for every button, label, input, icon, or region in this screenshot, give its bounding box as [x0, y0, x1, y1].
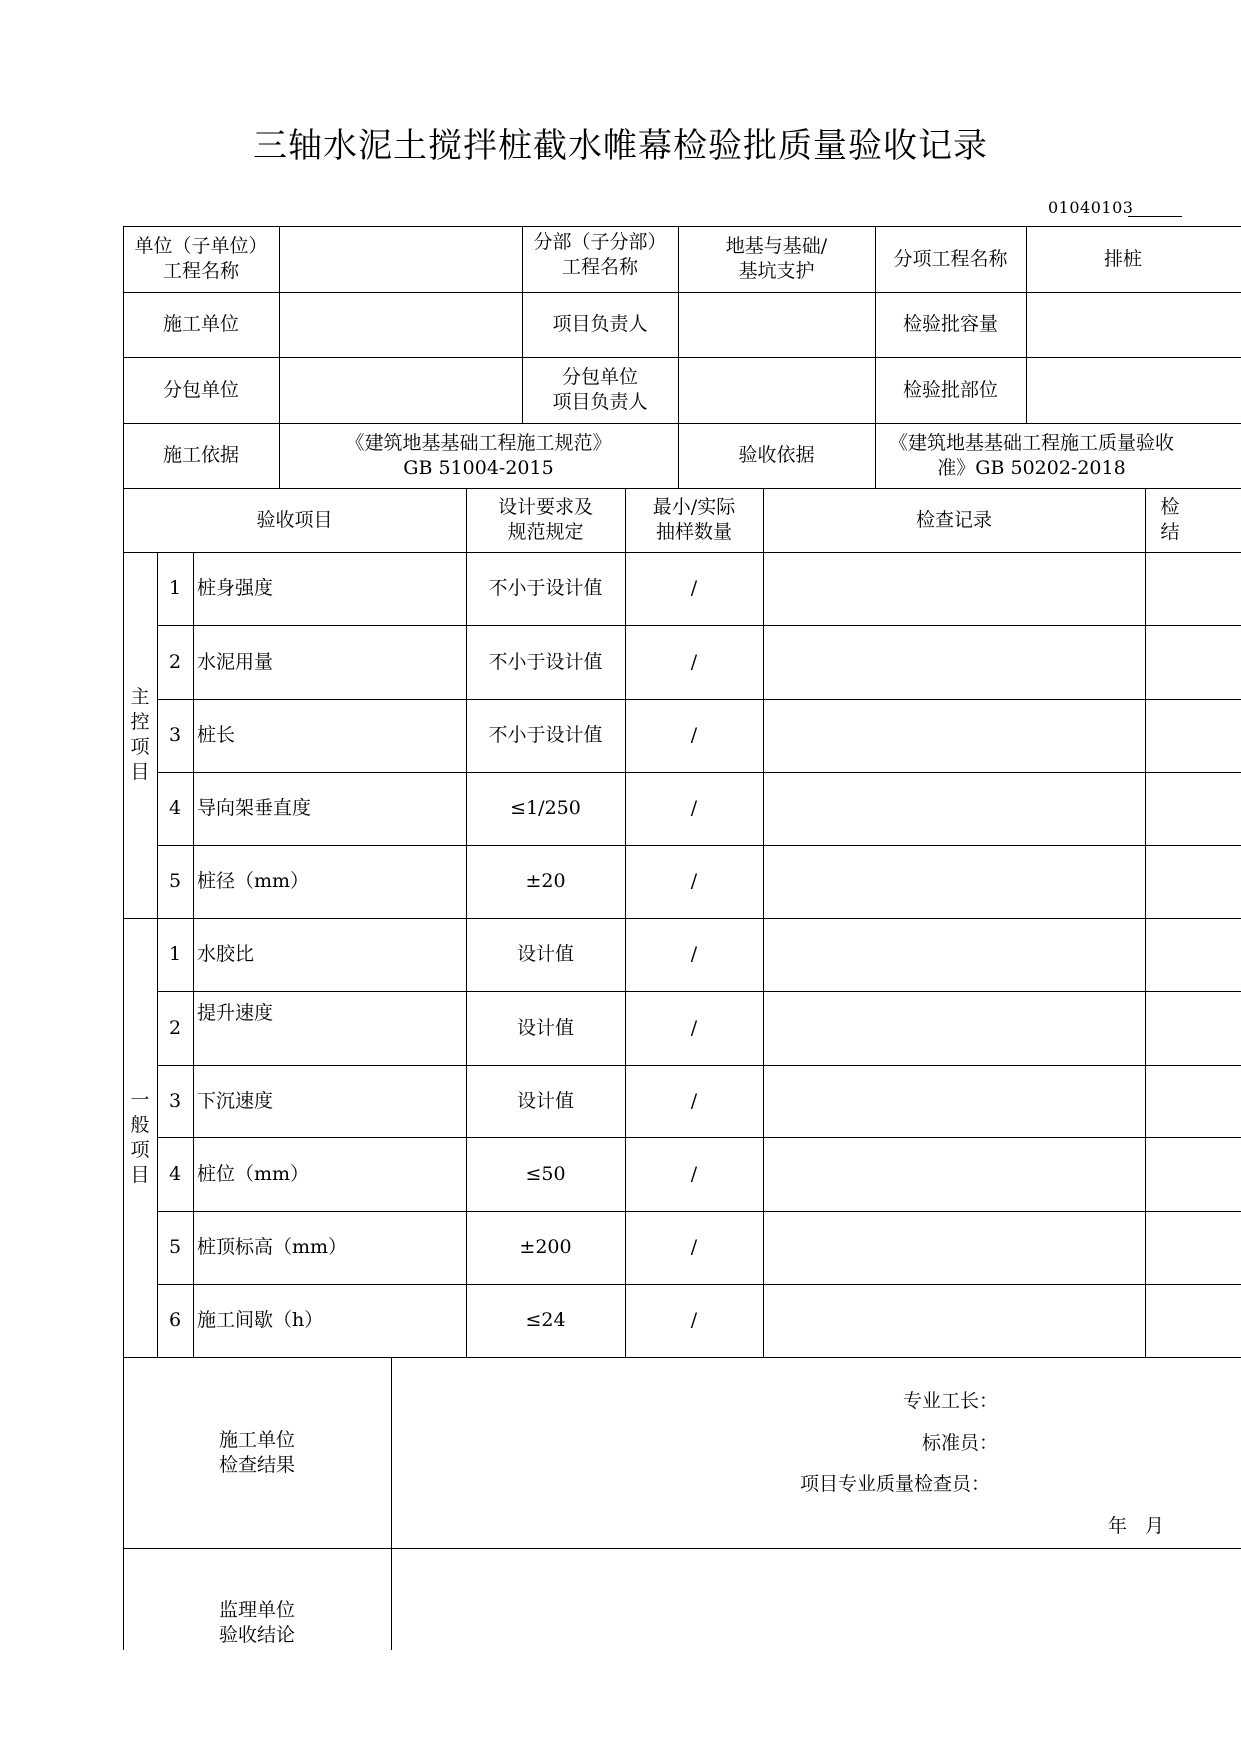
row-number: 4 [168, 1162, 182, 1185]
row-item: 桩顶标高（mm） [197, 1236, 348, 1258]
row-requirement: ±20 [525, 870, 566, 892]
subdivision-value: 地基与基础/ 基坑支护 [725, 235, 828, 282]
row-sample[interactable]: / [690, 1089, 698, 1112]
form-code: 01040103 [1048, 198, 1134, 217]
grid-line [1145, 488, 1146, 1357]
row-sample[interactable]: / [690, 724, 698, 746]
row-sample[interactable]: / [690, 1236, 698, 1258]
project-leader-value[interactable] [678, 292, 875, 357]
unit-label: 单位（子单位） 工程名称 [134, 235, 268, 282]
row-number: 2 [168, 1016, 182, 1039]
batch-capacity-label: 检验批容量 [902, 313, 998, 335]
subcontract-leader-label: 分包单位 项目负责人 [552, 366, 648, 413]
grid-line [763, 488, 764, 1357]
row-sample[interactable]: / [690, 577, 698, 599]
construction-basis-label: 施工依据 [162, 444, 239, 466]
row-item: 桩长 [197, 724, 236, 746]
row-number: 3 [168, 724, 182, 746]
inspection-form-table [123, 226, 1241, 1650]
row-item: 提升速度 [197, 1002, 274, 1024]
row-requirement: 设计值 [516, 943, 574, 965]
row-requirement: ≤50 [525, 1162, 566, 1185]
row-requirement: 设计值 [516, 1089, 574, 1112]
supervision-label: 监理单位 验收结论 [218, 1599, 295, 1646]
subcontract-unit-value[interactable] [279, 357, 522, 423]
foreman-signature[interactable]: 专业工长： [903, 1390, 999, 1412]
grid-line [123, 1548, 1241, 1549]
row-sample[interactable]: / [690, 1162, 698, 1185]
general-items-label: 一 般 项 目 [130, 1088, 150, 1186]
form-title: 三轴水泥土搅拌桩截水帷幕检验批质量验收记录 [253, 126, 988, 166]
column-item: 验收项目 [256, 508, 333, 531]
row-sample[interactable]: / [690, 650, 698, 673]
row-number: 3 [168, 1089, 182, 1112]
construction-unit-value[interactable] [279, 292, 522, 357]
row-item: 水胶比 [197, 943, 255, 965]
row-requirement: ≤24 [525, 1309, 566, 1331]
quality-inspector-signature[interactable]: 项目专业质量检查员： [800, 1473, 991, 1495]
row-item: 桩径（mm） [197, 870, 310, 892]
row-requirement: ≤1/250 [510, 797, 581, 819]
batch-location-value[interactable] [1026, 357, 1241, 423]
row-item: 下沉速度 [197, 1089, 274, 1112]
column-sample: 最小/实际 抽样数量 [652, 496, 736, 543]
construction-basis-value: 《建筑地基基础工程施工规范》 GB 51004-2015 [345, 431, 612, 479]
row-item: 桩位（mm） [197, 1162, 310, 1185]
standard-officer-signature[interactable]: 标准员： [922, 1432, 999, 1454]
column-requirement: 设计要求及 规范规定 [497, 496, 593, 543]
row-item: 水泥用量 [197, 650, 274, 673]
subcontract-leader-value[interactable] [678, 357, 875, 423]
row-number: 6 [168, 1309, 182, 1331]
batch-capacity-value[interactable] [1026, 292, 1241, 357]
item-project-label: 分项工程名称 [893, 247, 1008, 270]
form-code-underline [1128, 216, 1182, 217]
subcontract-unit-label: 分包单位 [162, 378, 239, 401]
batch-location-label: 检验批部位 [902, 378, 998, 401]
grid-line [391, 1357, 392, 1650]
row-sample[interactable]: / [690, 797, 698, 819]
row-number: 5 [168, 870, 182, 892]
acceptance-basis-label: 验收依据 [738, 444, 815, 466]
row-item: 桩身强度 [197, 577, 274, 599]
date-month: 月 [1145, 1515, 1165, 1537]
row-requirement: ±200 [519, 1236, 572, 1258]
row-requirement: 设计值 [516, 1016, 574, 1039]
subdivision-label: 分部（子分部） 工程名称 [533, 231, 667, 278]
row-sample[interactable]: / [690, 1016, 698, 1039]
row-item: 导向架垂直度 [197, 797, 312, 819]
row-number: 2 [168, 650, 182, 673]
unit-value[interactable] [279, 226, 522, 292]
date-year: 年 [1108, 1515, 1128, 1537]
row-requirement: 不小于设计值 [488, 577, 603, 599]
main-control-label: 主 控 项 目 [130, 686, 150, 783]
row-number: 4 [168, 797, 182, 819]
row-number: 1 [168, 577, 182, 599]
row-sample[interactable]: / [690, 1309, 698, 1331]
column-result: 检 结 [1160, 496, 1180, 543]
column-record: 检查记录 [915, 508, 992, 531]
project-leader-label: 项目负责人 [552, 313, 648, 335]
row-requirement: 不小于设计值 [488, 724, 603, 746]
row-item: 施工间歇（h） [197, 1309, 324, 1331]
construction-check-label: 施工单位 检查结果 [218, 1428, 295, 1476]
row-number: 1 [168, 943, 182, 965]
row-sample[interactable]: / [690, 943, 698, 965]
row-number: 5 [168, 1236, 182, 1258]
construction-unit-label: 施工单位 [162, 313, 239, 335]
row-requirement: 不小于设计值 [488, 650, 603, 673]
acceptance-basis-value: 《建筑地基基础工程施工质量验收 准》GB 50202-2018 [889, 431, 1175, 479]
item-project-value: 排桩 [1104, 247, 1143, 270]
row-sample[interactable]: / [690, 870, 698, 892]
